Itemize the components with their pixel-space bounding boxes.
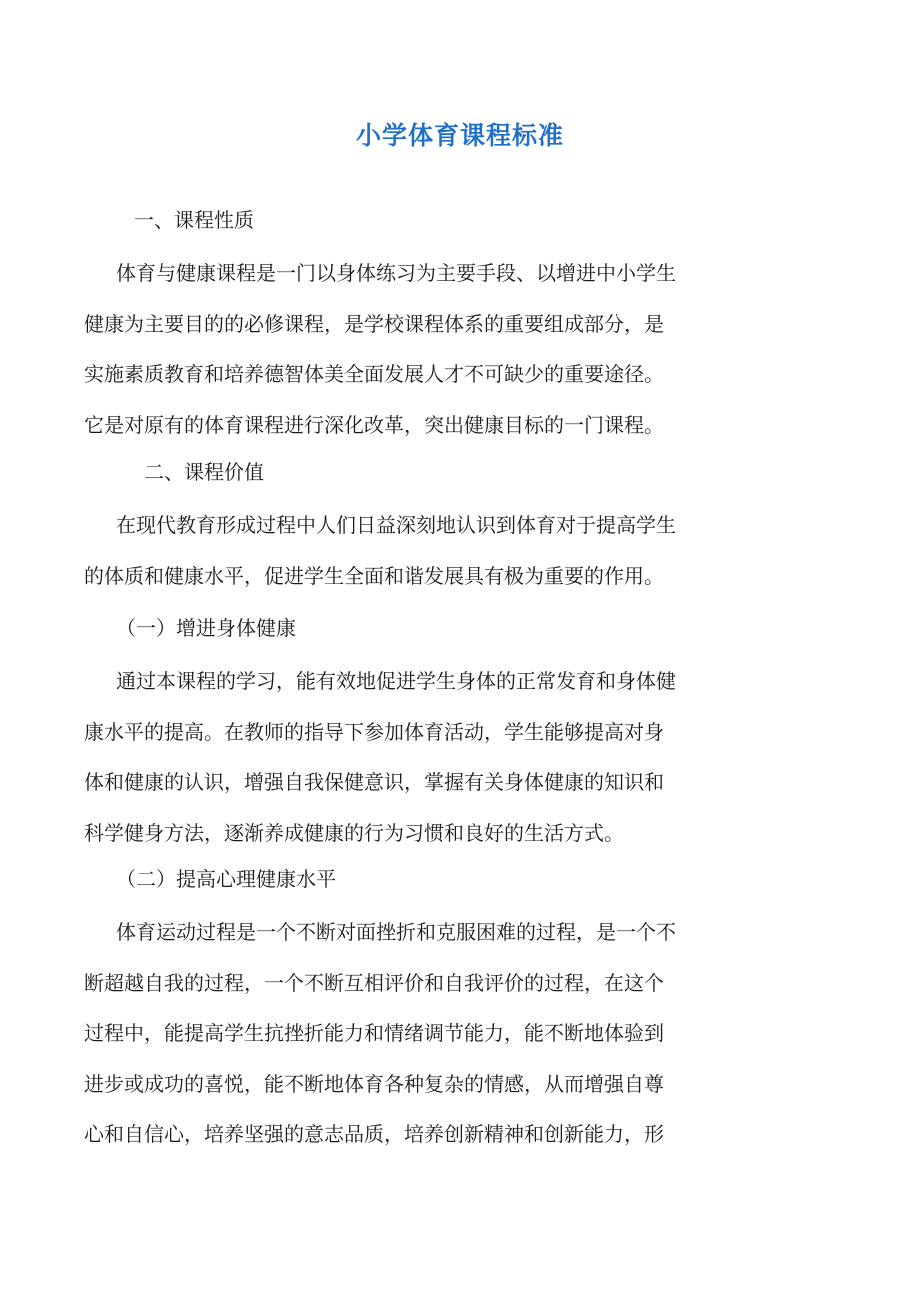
subsection-heading-mental-health: （二）提高心理健康水平 <box>116 867 336 891</box>
paragraph-line: 实施素质教育和培养德智体美全面发展人才不可缺少的重要途径。 <box>84 362 664 386</box>
paragraph-line: 体和健康的认识，增强自我保健意识，掌握有关身体健康的知识和 <box>84 770 664 794</box>
paragraph-line: 健康为主要目的的必修课程，是学校课程体系的重要组成部分，是 <box>84 311 664 336</box>
paragraph-value <box>84 500 724 601</box>
paragraph-line: 在现代教育形成过程中人们日益深刻地认识到体育对于提高学生 <box>116 513 676 537</box>
paragraph-line: 它是对原有的体育课程进行深化改革，突出健康目标的一门课程。 <box>84 412 664 437</box>
paragraph-line: 的体质和健康水平，促进学生全面和谐发展具有极为重要的作用。 <box>84 563 664 588</box>
paragraph-line: 科学健身方法，逐渐养成健康的行为习惯和良好的生活方式。 <box>84 820 624 845</box>
document-title: 小学体育课程标准 <box>355 121 564 150</box>
paragraph-line: 断超越自我的过程，一个不断互相评价和自我评价的过程，在这个 <box>84 970 664 995</box>
section-heading-nature: 一、课程性质 <box>134 208 254 232</box>
paragraph-line: 体育运动过程是一个不断对面挫折和克服困难的过程，是一个不 <box>116 920 676 944</box>
paragraph-nature <box>84 248 724 450</box>
paragraph-line: 进步或成功的喜悦，能不断地体育各种复杂的情感，从而增强自尊 <box>84 1071 664 1096</box>
section-heading-value: 二、课程价值 <box>144 460 264 484</box>
subsection-heading-physical-health: （一）增进身体健康 <box>116 616 296 640</box>
paragraph-line: 通过本课程的学习，能有效地促进学生身体的正常发育和身体健 <box>116 669 676 693</box>
paragraph-line: 体育与健康课程是一门以身体练习为主要手段、以增进中小学生 <box>116 261 676 285</box>
paragraph-physical-health <box>84 656 724 858</box>
paragraph-line: 康水平的提高。在教师的指导下参加体育活动，学生能够提高对身 <box>84 719 664 744</box>
paragraph-line: 过程中，能提高学生抗挫折能力和情绪调节能力，能不断地体验到 <box>84 1021 664 1045</box>
paragraph-mental-health <box>84 907 724 1160</box>
paragraph-line: 心和自信心，培养坚强的意志品质，培养创新精神和创新能力，形 <box>84 1122 664 1146</box>
